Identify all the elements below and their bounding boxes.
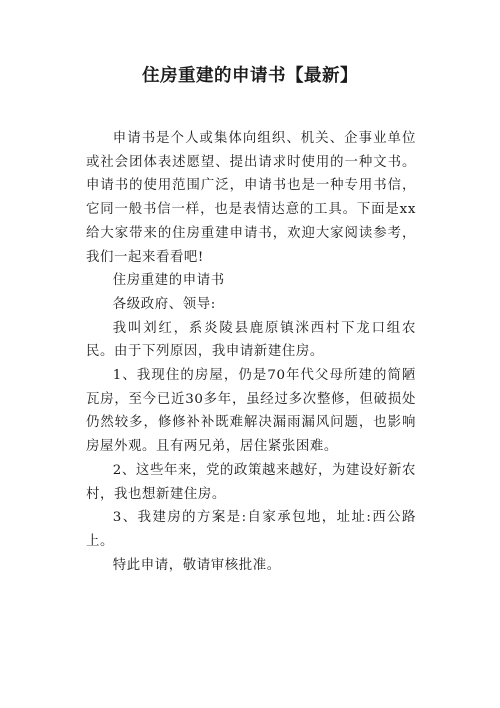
reason-1-paragraph: 1、我现住的房屋，仍是70年代父母所建的简陋瓦房，至今已近30多年，虽经过多次整修，但破损处仍然较多，修修补补既难解决漏雨漏风问题，也影响房屋外观。且有两兄弟，居住紧张困难。 [86, 368, 416, 455]
intro-paragraph: 申请书是个人或集体向组织、机关、企事业单位或社会团体表述愿望、提出请求时使用的一种文书。申请书的使用范围广泛，申请书也是一种专用书信，它同一般书信一样，也是表情达意的工具。下面是xx给大家带来的住房重建申请书，欢迎大家阅读参考，我们一起来看看吧! [86, 131, 416, 265]
document-body [86, 127, 416, 577]
reason-2-paragraph: 2、这些年来，党的政策越来越好，为建设好新农村，我也想新建住房。 [86, 462, 416, 502]
letter-heading: 住房重建的申请书 [112, 273, 225, 289]
closing-paragraph: 特此申请，敬请审核批准。 [112, 557, 281, 573]
document-title: 住房重建的申请书【最新】 [142, 66, 358, 86]
reason-3-paragraph: 3、我建房的方案是:自家承包地，址址:西公路上。 [86, 510, 416, 549]
body-paragraph: 我叫刘红，系炎陵县鹿原镇洣西村下龙口组农民。由于下列原因，我申请新建住房。 [86, 320, 416, 360]
salutation: 各级政府、领导: [112, 296, 216, 312]
